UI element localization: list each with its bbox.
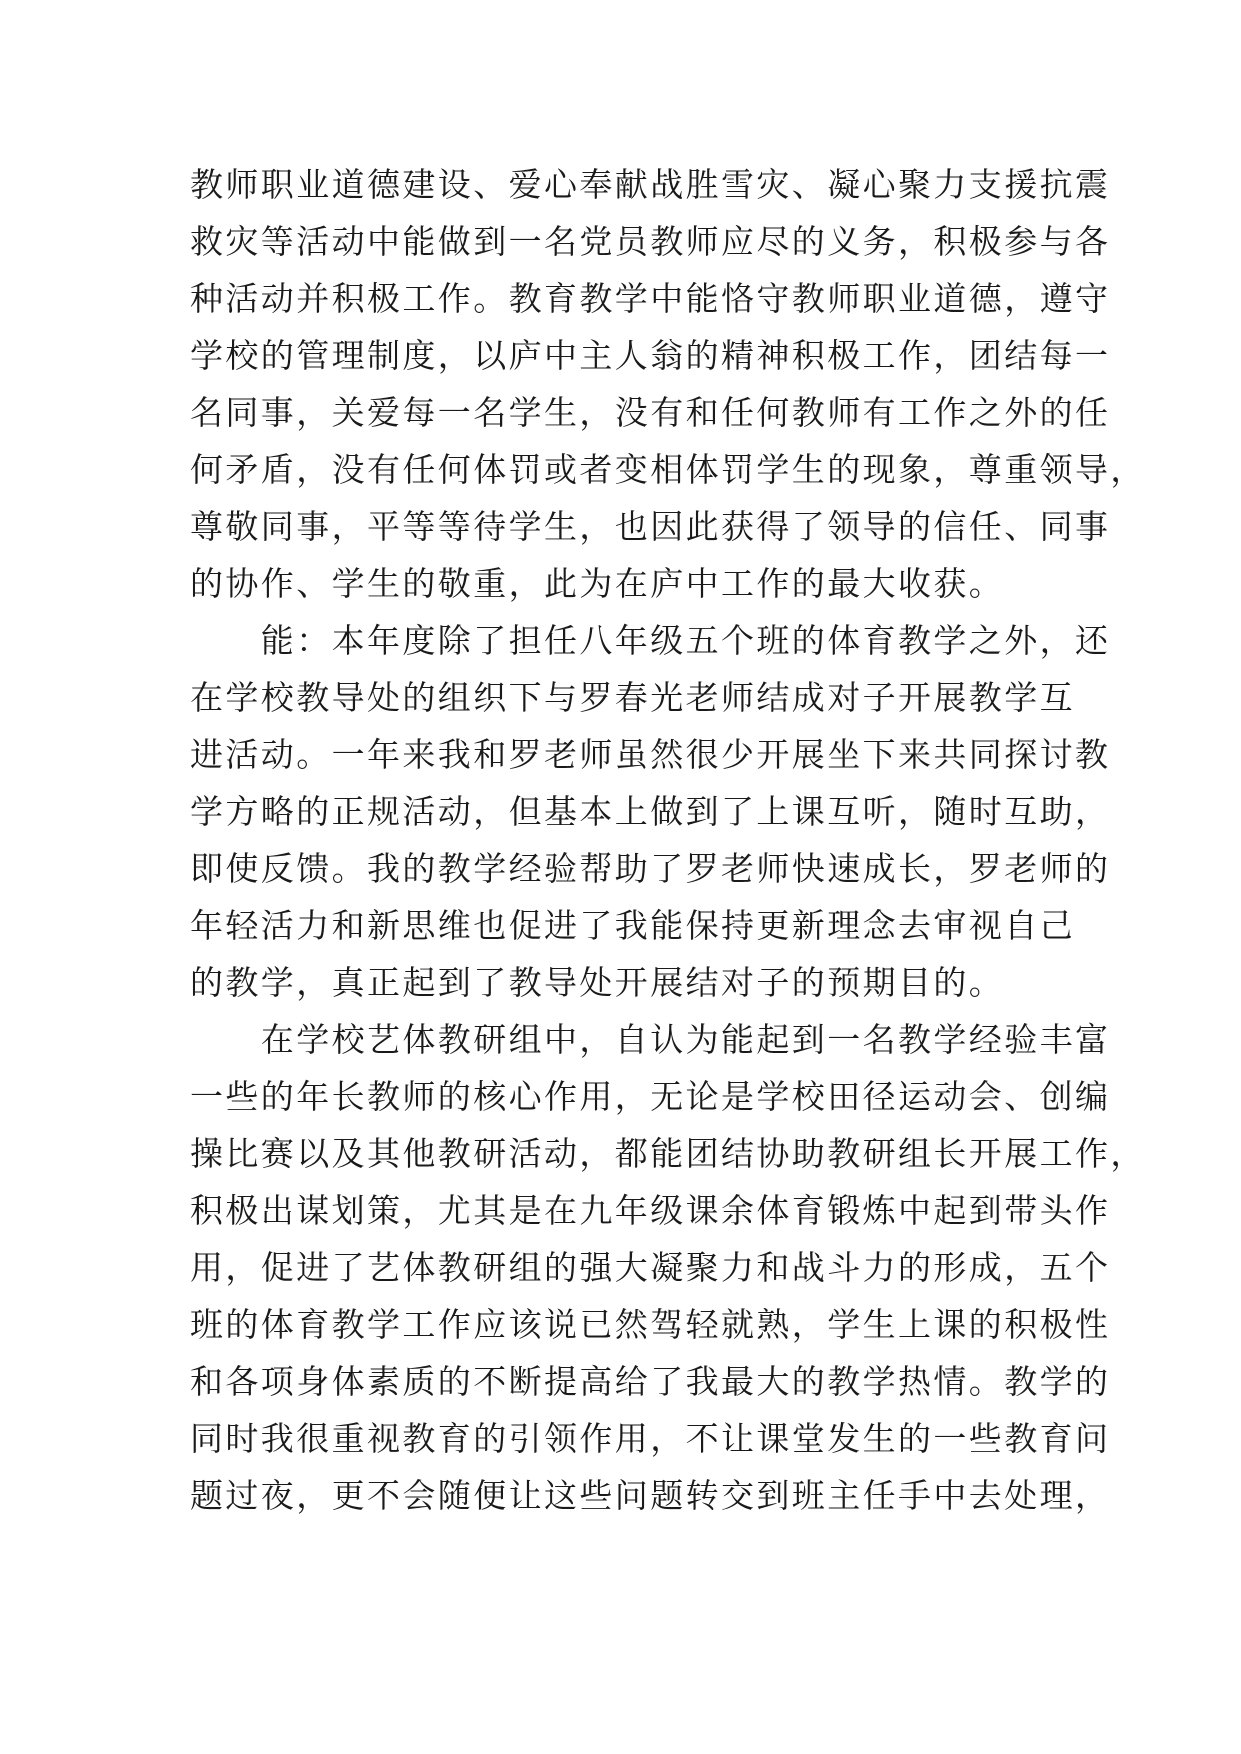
- text-line: 即使反馈。我的教学经验帮助了罗老师快速成长，罗老师的: [190, 849, 1111, 888]
- text-line: 年轻活力和新思维也促进了我能保持更新理念去审视自己: [190, 906, 1075, 945]
- text-line: 题过夜，更不会随便让这些问题转交到班主任手中去处理，: [190, 1476, 1111, 1515]
- text-line: 进活动。一年来我和罗老师虽然很少开展坐下来共同探讨教: [190, 735, 1111, 774]
- text-line: 学校的管理制度，以庐中主人翁的精神积极工作，团结每一: [190, 336, 1111, 375]
- text-line: 操比赛以及其他教研活动，都能团结协助教研组长开展工作，: [190, 1134, 1146, 1173]
- body-text: [190, 156, 1146, 1524]
- text-line: 能：本年度除了担任八年级五个班的体育教学之外，还: [190, 621, 1111, 660]
- text-line: 同时我很重视教育的引领作用，不让课堂发生的一些教育问: [190, 1419, 1111, 1458]
- text-line: 种活动并积极工作。教育教学中能恪守教师职业道德，遵守: [190, 279, 1111, 318]
- text-line: 和各项身体素质的不断提高给了我最大的教学热情。教学的: [190, 1362, 1111, 1401]
- text-line: 救灾等活动中能做到一名党员教师应尽的义务，积极参与各: [190, 222, 1111, 261]
- text-line: 学方略的正规活动，但基本上做到了上课互听，随时互助，: [190, 792, 1111, 831]
- text-line: 的协作、学生的敬重，此为在庐中工作的最大收获。: [190, 564, 1005, 603]
- text-line: 何矛盾，没有任何体罚或者变相体罚学生的现象，尊重领导，: [190, 450, 1146, 489]
- text-line: 名同事，关爱每一名学生，没有和任何教师有工作之外的任: [190, 393, 1111, 432]
- text-line: 的教学，真正起到了教导处开展结对子的预期目的。: [190, 963, 1005, 1002]
- text-line: 尊敬同事，平等等待学生，也因此获得了领导的信任、同事: [190, 507, 1111, 546]
- text-line: 积极出谋划策，尤其是在九年级课余体育锻炼中起到带头作: [190, 1191, 1111, 1230]
- text-line: 用，促进了艺体教研组的强大凝聚力和战斗力的形成，五个: [190, 1248, 1111, 1287]
- text-line: 班的体育教学工作应该说已然驾轻就熟，学生上课的积极性: [190, 1305, 1111, 1344]
- text-line: 一些的年长教师的核心作用，无论是学校田径运动会、创编: [190, 1077, 1111, 1116]
- text-line: 在学校艺体教研组中，自认为能起到一名教学经验丰富: [190, 1020, 1111, 1059]
- text-line: 在学校教导处的组织下与罗春光老师结成对子开展教学互: [190, 678, 1075, 717]
- text-line: 教师职业道德建设、爱心奉献战胜雪灾、凝心聚力支援抗震: [190, 165, 1111, 204]
